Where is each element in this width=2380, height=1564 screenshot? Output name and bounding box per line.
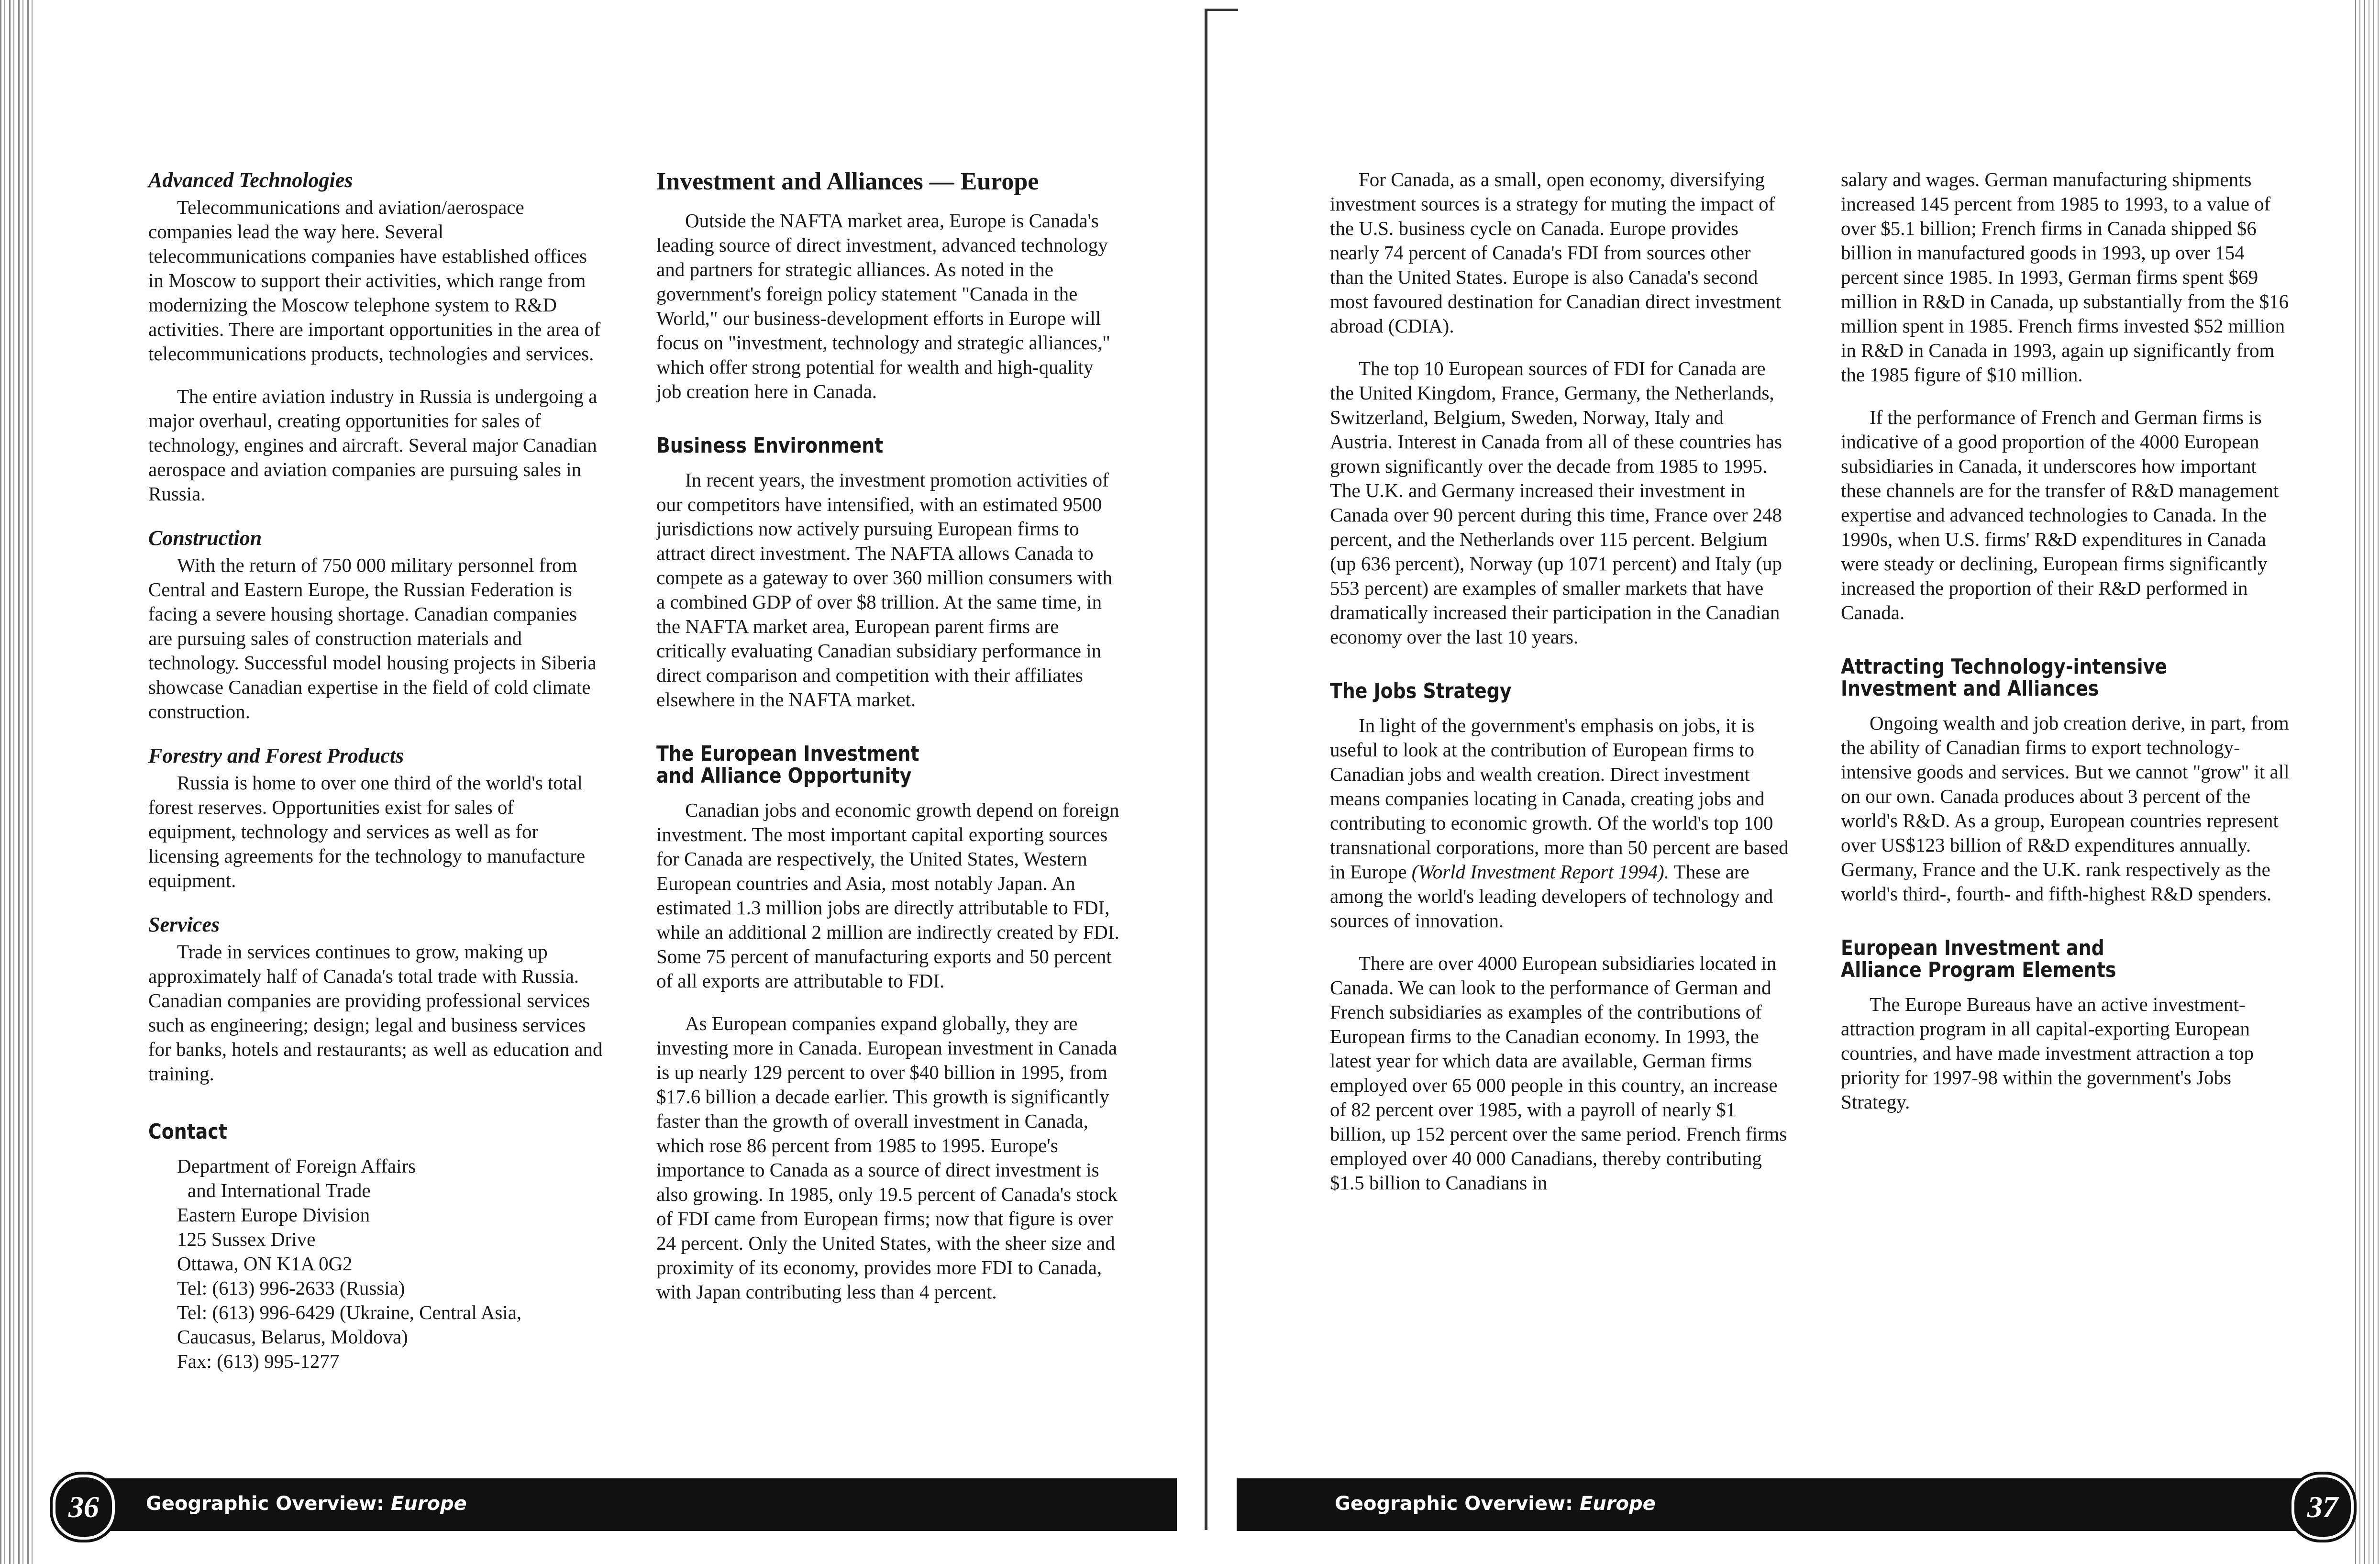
contact-line: 125 Sussex Drive xyxy=(177,1228,316,1250)
paragraph: As European companies expand globally, they are investing more in Canada. European investment in Canada is up nearly 129 percent to over $40 billion in 1995, from $17.6 billion a decade earlier. This growth is significantly faster than the growth of overall investment in Canada, which rose 86 percent from 1985 to 1995. Europe's importance to Canada as a source of direct investment is also growing. In 1985, only 19.5 percent of Canada's stock of FDI came from European firms; now that figure is over 24 percent. Only the United States, with the sheer size and proximity of its economy, provides more FDI to Canada, with Japan contributing less than 4 percent. xyxy=(656,1012,1118,1303)
paragraph: There are over 4000 European subsidiaries located in Canada. We can look to the performance of German and French subsidiaries as examples of the contributions of European firms to the Canadian economy. In 1993, the latest year for which data are available, German firms employed over 65 000 people in this country, an increase of 82 percent over 1985, with a payroll of nearly $1 billion, up 152 percent over the same period. French firms employed over 40 000 Canadians, thereby contributing $1.5 billion to Canadians in xyxy=(1330,952,1787,1194)
text-run: These are among the world's leading developers of technology and sources of innovation. xyxy=(1330,861,1773,932)
footer-label-region: Europe xyxy=(1579,1493,1656,1515)
paragraph: Telecommunications and aviation/aerospace companies lead the way here. Several telecommunications companies have established offices in Moscow to support their activities, which range from modernizing the Moscow telephone system to R&D activities. There are important opportunities in the area of telecommunications products, technologies and services. xyxy=(148,196,601,365)
contact-line: Ottawa, ON K1A 0G2 xyxy=(177,1253,353,1275)
contact-line: Caucasus, Belarus, Moldova) xyxy=(177,1326,408,1348)
right-column-2 xyxy=(1841,167,2300,1132)
contact-line: Eastern Europe Division xyxy=(177,1204,370,1226)
citation: (World Investment Report 1994). xyxy=(1411,861,1670,883)
paragraph: The Europe Bureaus have an active investment-attraction program in all capital-exporting European countries, and have made investment attraction a top priority for 1997-98 within the government's Jobs Strategy. xyxy=(1841,993,2254,1113)
scan-edge-left xyxy=(0,0,33,1564)
footer-label xyxy=(146,1493,467,1515)
footer-label-region: Europe xyxy=(390,1493,467,1515)
right-column-1 xyxy=(1330,167,1789,1213)
contact-phone: Tel: (613) 996-6429 (Ukraine, Central Asia, xyxy=(177,1301,522,1323)
heading-forestry: Forestry and Forest Products xyxy=(148,744,404,767)
heading-european-opportunity-line1: The European Investment xyxy=(656,742,919,766)
footer-bar-left xyxy=(72,1478,1177,1531)
paragraph: Russia is home to over one third of the world's total forest reserves. Opportunities exist for sales of equipment, technology and services as well as for licensing agreements for the technology to manufacture equipment. xyxy=(148,772,586,891)
paragraph: If the performance of French and German firms is indicative of a good proportion of the 4000 European subsidiaries in Canada, it underscores how important these channels are for the transfer of R&D management expertise and advanced technologies to Canada. In the 1990s, when U.S. firms' R&D expenditures in Canada were steady or declining, European firms significantly increased the proportion of their R&D performed in Canada. xyxy=(1841,406,2279,623)
gutter-line xyxy=(1205,9,1207,1530)
paragraph: The entire aviation industry in Russia is undergoing a major overhaul, creating opportunities for sales of technology, engines and aircraft. Several major Canadian aerospace and aviation companies are pursuing sales in Russia. xyxy=(148,385,598,505)
contact-address xyxy=(177,1154,605,1374)
footer-label xyxy=(1335,1493,1656,1515)
paragraph: Outside the NAFTA market area, Europe is Canada's leading source of direct investment, advanced technology and partners for strategic alliances. As noted in the government's foreign policy statement "Canada in the World," our business-development efforts in Europe will focus on "investment, technology and strategic alliances," which offer strong potential for wealth and high-quality job creation here in Canada. xyxy=(656,210,1110,402)
paragraph: Trade in services continues to grow, making up approximately half of Canada's total trade with Russia. Canadian companies are providing professional services such as engineering; design; legal and business services for banks, hotels and restaurants; as well as education and training. xyxy=(148,941,603,1085)
paragraph: Canadian jobs and economic growth depend on foreign investment. The most important capital exporting sources for Canada are respectively, the United States, Western European countries and Asia, most notably Japan. An estimated 1.3 million jobs are directly attributable to FDI, while an additional 2 million are indirectly created by FDI. Some 75 percent of manufacturing exports and 50 percent of all exports are attributable to FDI. xyxy=(656,799,1119,992)
paragraph: The top 10 European sources of FDI for Canada are the United Kingdom, France, Germany, the Netherlands, Switzerland, Belgium, Sweden, Norway, Italy and Austria. Interest in Canada from all of these countries has grown significantly over the decade from 1985 to 1995. The U.K. and Germany increased their investment in Canada over 90 percent during this time, France over 248 percent, and the Netherlands over 115 percent. Belgium (up 636 percent), Norway (up 1071 percent) and Italy (up 553 percent) are examples of smaller markets that have dramatically increased their participation in the Canadian economy over the last 10 years. xyxy=(1330,357,1782,648)
footer-label-prefix: Geographic Overview: xyxy=(1335,1493,1580,1515)
heading-program-elements-line2: Alliance Program Elements xyxy=(1841,958,2116,982)
heading-european-opportunity-line2: and Alliance Opportunity xyxy=(656,764,912,788)
contact-line: Department of Foreign Affairs xyxy=(177,1155,416,1177)
paragraph xyxy=(1330,713,1789,933)
page-number-badge: 37 xyxy=(2291,1475,2354,1540)
paragraph: With the return of 750 000 military personnel from Central and Eastern Europe, the Russian Federation is facing a severe housing shortage. Canadian companies are pursuing sales of construction materials and technology. Successful model housing projects in Siberia showcase Canadian expertise in the field of cold climate construction. xyxy=(148,554,597,722)
text-run: In light of the government's emphasis on jobs, it is useful to look at the contribution of European firms to Canadian jobs and wealth creation. Direct investment means companies locating in Canada, creating jobs and contributing to economic growth. Of the world's top 100 transnational corporations, more than 50 percent are based in Europe xyxy=(1330,714,1789,883)
heading-contact: Contact xyxy=(148,1120,227,1144)
contact-line: and International Trade xyxy=(188,1179,371,1201)
heading-advanced-technologies: Advanced Technologies xyxy=(148,168,353,192)
footer-label-prefix: Geographic Overview: xyxy=(146,1493,391,1515)
heading-attracting-line2: Investment and Alliances xyxy=(1841,677,2099,701)
page-title: Investment and Alliances — Europe xyxy=(656,168,1039,195)
paragraph: For Canada, as a small, open economy, diversifying investment sources is a strategy for muting the impact of the U.S. business cycle on Canada. Europe provides nearly 74 percent of Canada's FDI from sources other than the United States. Europe is also Canada's second most favoured destination for Canadian direct investment abroad (CDIA). xyxy=(1330,168,1781,337)
contact-fax: Fax: (613) 995-1277 xyxy=(177,1350,340,1372)
paragraph: Ongoing wealth and job creation derive, in part, from the ability of Canadian firms to export technology-intensive goods and services. But we cannot "grow" it all on our own. Canada produces about 3 percent of the world's R&D. As a group, European countries represent over US$123 billion of R&D expenditures annually. Germany, France and the U.K. rank respectively as the world's third-, fourth- and fifth-highest R&D spenders. xyxy=(1841,712,2290,905)
heading-business-environment: Business Environment xyxy=(656,433,884,458)
heading-attracting-line1: Attracting Technology-intensive xyxy=(1841,654,2167,679)
heading-jobs-strategy: The Jobs Strategy xyxy=(1330,679,1512,703)
gutter-tick xyxy=(1205,9,1238,11)
heading-services: Services xyxy=(148,913,220,936)
left-column-1 xyxy=(148,167,605,1374)
heading-construction: Construction xyxy=(148,526,262,550)
scan-edge-right xyxy=(2351,0,2380,1564)
contact-phone: Tel: (613) 996-2633 (Russia) xyxy=(177,1277,405,1299)
paragraph: salary and wages. German manufacturing shipments increased 145 percent from 1985 to 1993, to a value of over $5.1 billion; French firms in Canada shipped $6 billion in manufactured goods in 1993, up over 154 percent since 1985. In 1993, German firms spent $69 million in R&D in Canada, up substantially from the $16 million spent in 1985. French firms invested $52 million in R&D in Canada in 1993, again up significantly from the 1985 figure of $10 million. xyxy=(1841,168,2289,386)
footer-bar-right xyxy=(1237,1478,2313,1531)
left-column-2 xyxy=(656,167,1123,1322)
paragraph: In recent years, the investment promotion activities of our competitors have intensified, with an estimated 9500 jurisdictions now actively pursuing European firms to attract direct investment. The NAFTA allows Canada to compete as a gateway to over 360 million consumers with a combined GDP of over $8 trillion. At the same time, in the NAFTA market area, European parent firms are critically evaluating Canadian subsidiary performance in direct comparison and competition with their affiliates elsewhere in the NAFTA market. xyxy=(656,469,1113,710)
page-number-badge: 36 xyxy=(53,1475,115,1540)
heading-program-elements-line1: European Investment and xyxy=(1841,936,2104,960)
